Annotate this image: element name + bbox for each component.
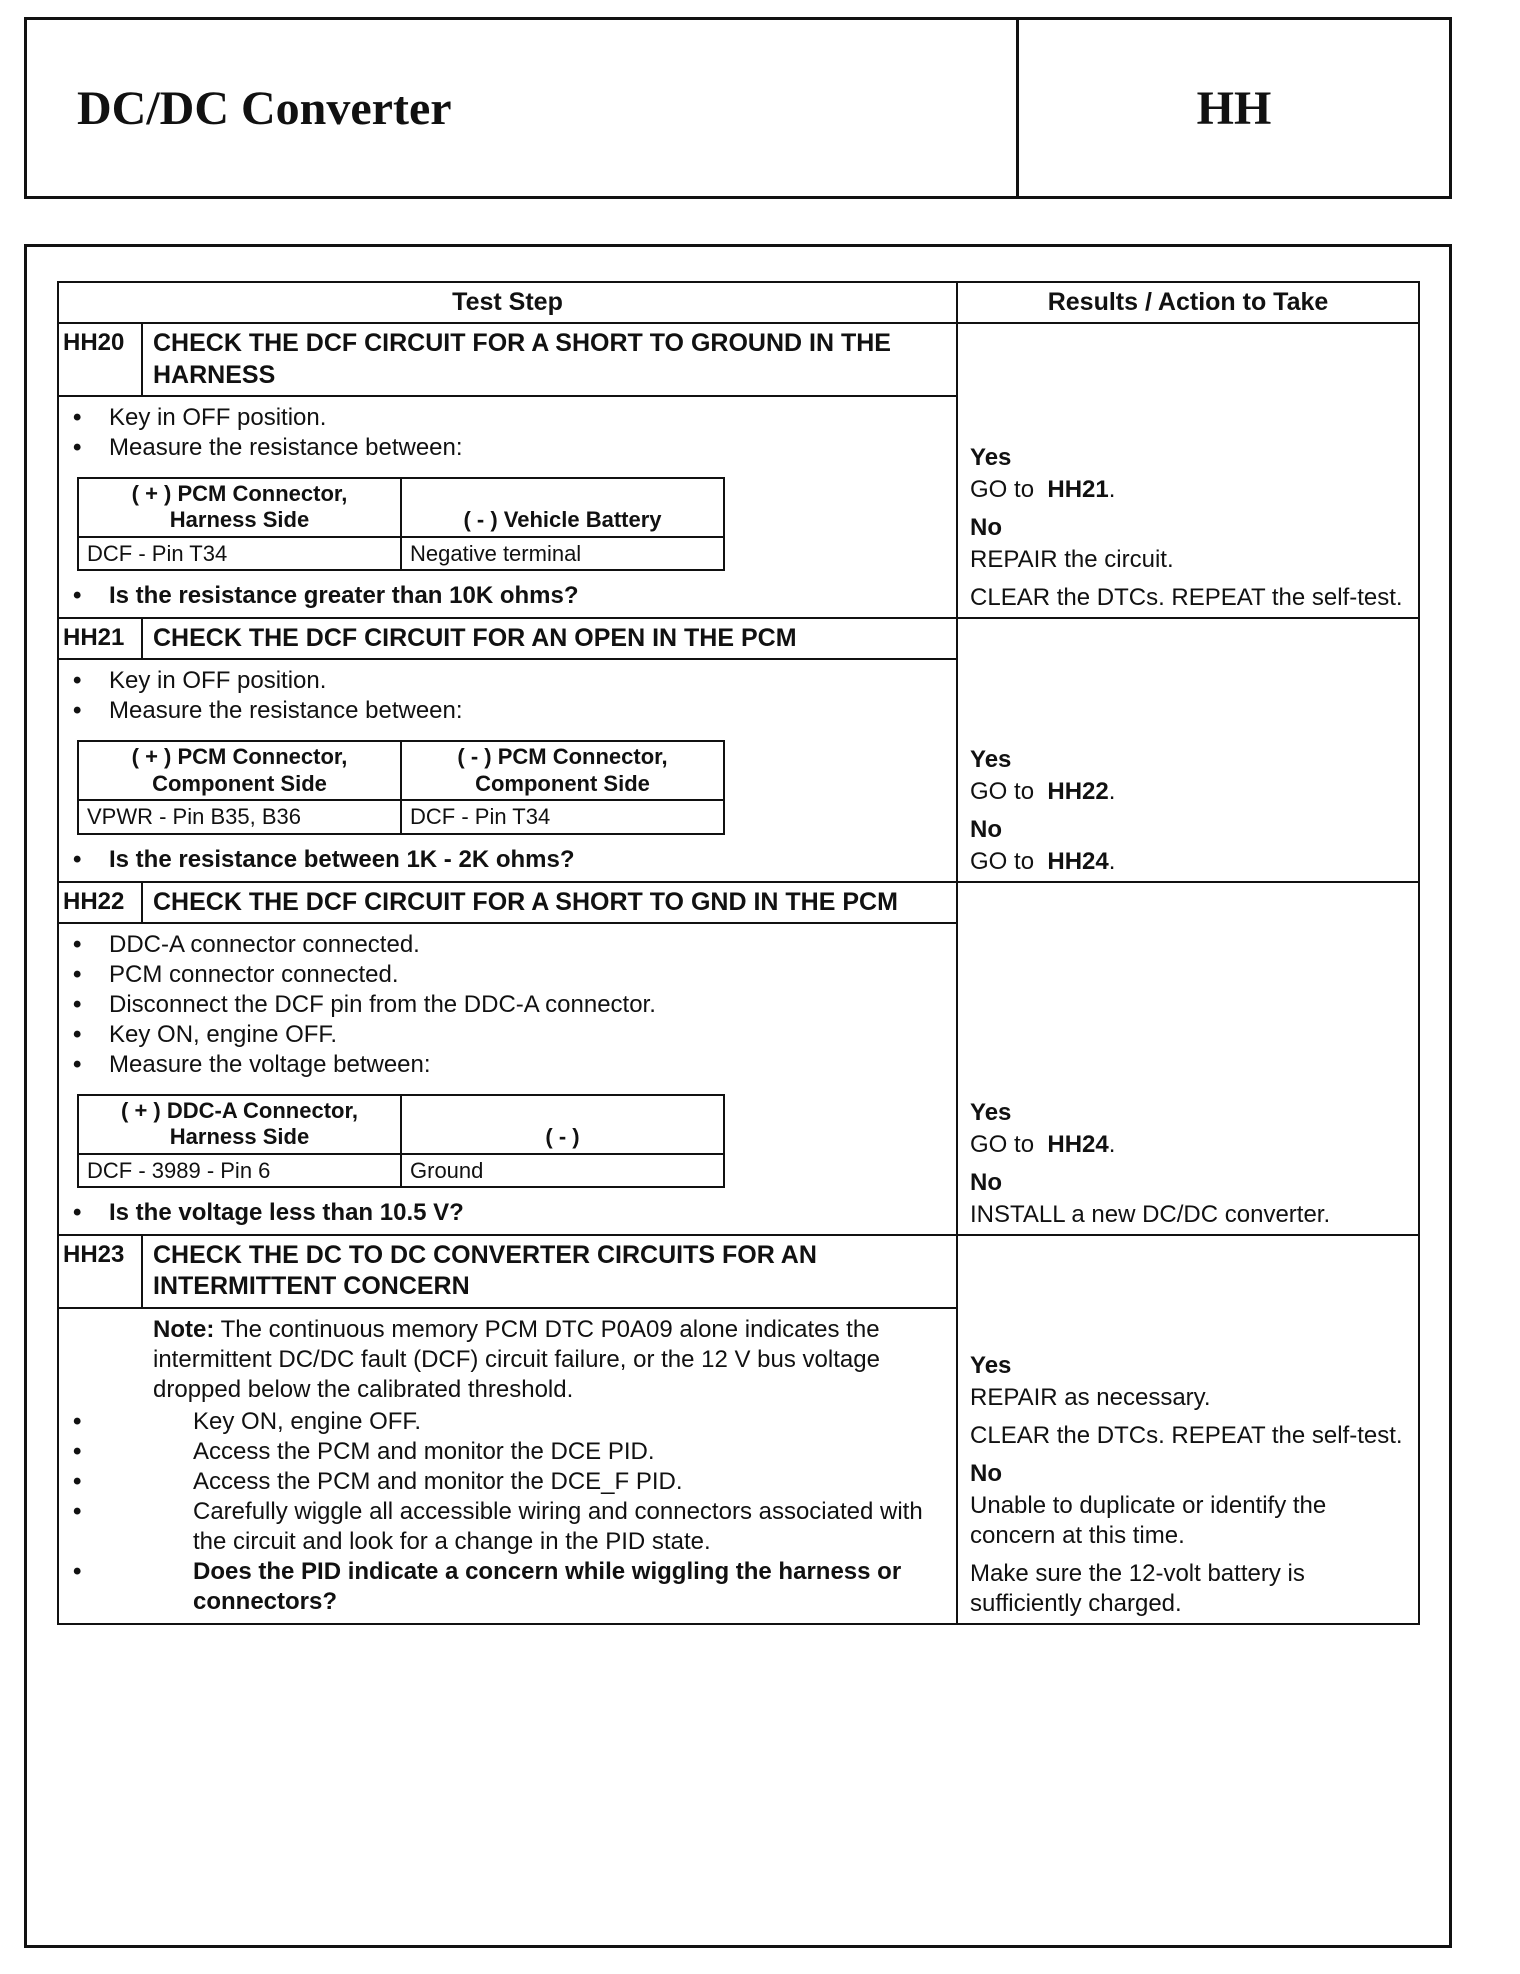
step-title: CHECK THE DC TO DC CONVERTER CIRCUITS FOR AN INTERMITTENT CONCERN <box>142 1235 957 1308</box>
step-note <box>153 1315 946 1405</box>
measurement-table <box>77 740 725 834</box>
yes-target: HH24 <box>1047 1131 1109 1159</box>
list-item: • Key in OFF position. <box>69 403 946 433</box>
step-question: • Is the voltage less than 10.5 V? <box>69 1198 946 1228</box>
step-question: • Does the PID indicate a concern while wiggling the harness or connectors? <box>69 1557 946 1617</box>
step-body <box>58 923 957 1235</box>
measurement-value: Ground <box>401 1154 724 1188</box>
list-item: • Measure the resistance between: <box>69 696 946 726</box>
step-id: HH21 <box>58 618 142 659</box>
bullet-list <box>69 1407 946 1617</box>
step-hh20-title-row <box>58 323 1419 396</box>
no-label: No <box>970 514 1003 542</box>
no-action: CLEAR the DTCs. REPEAT the self-test. <box>970 584 1403 612</box>
measurement-header: ( + ) PCM Connector, Component Side <box>78 741 401 800</box>
yes-label: Yes <box>970 745 1012 773</box>
page-header <box>24 17 1452 199</box>
step-hh22-results <box>957 882 1419 1236</box>
yes-action: GO to HH24. <box>970 1131 1116 1159</box>
yes-label: Yes <box>970 1099 1012 1127</box>
yes-action: REPAIR as necessary. <box>970 1383 1211 1411</box>
list-item: • Access the PCM and monitor the DCE_F PID. <box>69 1467 946 1497</box>
step-hh21-title-row <box>58 618 1419 659</box>
list-item: • PCM connector connected. <box>69 960 946 990</box>
measurement-header: ( - ) PCM Connector, Component Side <box>401 741 724 800</box>
bullet-list <box>69 930 946 1080</box>
step-hh22-title-row <box>58 882 1419 923</box>
no-action: REPAIR the circuit. <box>970 546 1174 574</box>
no-action: Make sure the 12-volt battery is sufficiently charged. <box>970 1559 1305 1617</box>
list-item: • Key ON, engine OFF. <box>69 1020 946 1050</box>
section-code: HH <box>1196 81 1272 135</box>
yes-label: Yes <box>970 1351 1012 1379</box>
no-label: No <box>970 815 1003 843</box>
measurement-header: ( - ) <box>401 1095 724 1154</box>
step-body <box>58 1308 957 1624</box>
no-label: No <box>970 1169 1003 1197</box>
list-item: • Disconnect the DCF pin from the DDC-A connector. <box>69 990 946 1020</box>
step-hh20-results <box>957 323 1419 618</box>
step-hh21-results <box>957 618 1419 882</box>
list-item: • Measure the resistance between: <box>69 433 946 463</box>
no-action: GO to HH24. <box>970 847 1116 875</box>
measurement-header: ( + ) PCM Connector, Harness Side <box>78 478 401 537</box>
step-body <box>58 659 957 881</box>
step-question: • Is the resistance between 1K - 2K ohms? <box>69 845 946 875</box>
table-header-row <box>58 282 1419 323</box>
question-list <box>69 581 946 611</box>
measurement-table <box>77 1094 725 1188</box>
measurement-value: DCF - Pin T34 <box>401 800 724 834</box>
measurement-value: Negative terminal <box>401 537 724 571</box>
measurement-value: DCF - Pin T34 <box>78 537 401 571</box>
list-item: • Access the PCM and monitor the DCE PID. <box>69 1437 946 1467</box>
no-action: Unable to duplicate or identify the concern at this time. <box>970 1491 1327 1549</box>
step-hh23-results <box>957 1235 1419 1624</box>
step-title: CHECK THE DCF CIRCUIT FOR A SHORT TO GND IN THE PCM <box>142 882 957 923</box>
test-step-table <box>57 281 1420 1625</box>
no-label: No <box>970 1459 1003 1487</box>
list-item: • Measure the voltage between: <box>69 1050 946 1080</box>
measurement-value: DCF - 3989 - Pin 6 <box>78 1154 401 1188</box>
step-id: HH23 <box>58 1235 142 1308</box>
bullet-list <box>69 403 946 463</box>
step-body <box>58 396 957 618</box>
step-title: CHECK THE DCF CIRCUIT FOR AN OPEN IN THE PCM <box>142 618 957 659</box>
no-target: HH24 <box>1047 847 1109 875</box>
list-item: • Carefully wiggle all accessible wiring and connectors associated with the circuit and look for a change in the PID state. <box>69 1497 946 1557</box>
measurement-header: ( - ) Vehicle Battery <box>401 478 724 537</box>
bullet-list <box>69 666 946 726</box>
page-title: DC/DC Converter <box>77 81 452 135</box>
yes-action: GO to HH21. <box>970 476 1116 504</box>
note-label: Note: <box>153 1315 215 1343</box>
question-list <box>69 1198 946 1228</box>
measurement-header: ( + ) DDC-A Connector, Harness Side <box>78 1095 401 1154</box>
header-code-cell <box>1019 20 1449 196</box>
column-header-results: Results / Action to Take <box>957 282 1419 323</box>
yes-action: CLEAR the DTCs. REPEAT the self-test. <box>970 1421 1403 1449</box>
yes-label: Yes <box>970 444 1012 472</box>
no-action: INSTALL a new DC/DC converter. <box>970 1201 1331 1229</box>
step-question: • Is the resistance greater than 10K ohms? <box>69 581 946 611</box>
column-header-test-step: Test Step <box>58 282 957 323</box>
yes-target: HH21 <box>1047 476 1109 504</box>
step-id: HH22 <box>58 882 142 923</box>
step-id: HH20 <box>58 323 142 396</box>
list-item: • Key in OFF position. <box>69 666 946 696</box>
yes-target: HH22 <box>1047 777 1109 805</box>
note-text: The continuous memory PCM DTC P0A09 alone indicates the intermittent DC/DC fault (DCF) circuit failure, or the 12 V bus voltage dropped below the calibrated threshold. <box>153 1315 880 1403</box>
step-hh23-title-row <box>58 1235 1419 1308</box>
measurement-value: VPWR - Pin B35, B36 <box>78 800 401 834</box>
question-list <box>69 845 946 875</box>
header-title-cell <box>27 20 1019 196</box>
list-item: • DDC-A connector connected. <box>69 930 946 960</box>
list-item: • Key ON, engine OFF. <box>69 1407 946 1437</box>
yes-action: GO to HH22. <box>970 777 1116 805</box>
measurement-table <box>77 477 725 571</box>
step-title: CHECK THE DCF CIRCUIT FOR A SHORT TO GROUND IN THE HARNESS <box>142 323 957 396</box>
